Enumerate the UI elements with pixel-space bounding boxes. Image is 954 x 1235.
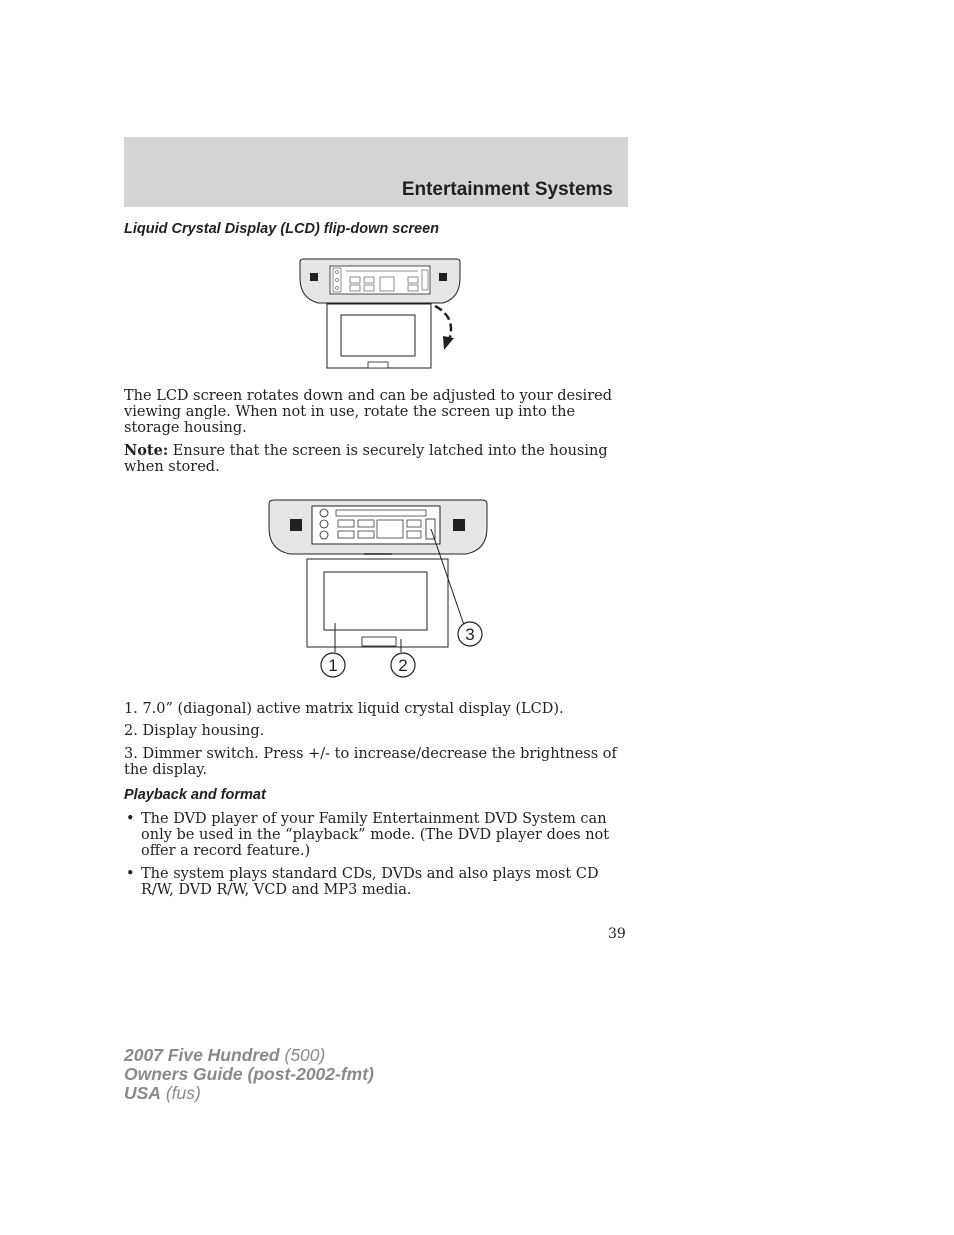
lcd-components-illustration [266, 498, 490, 682]
footer-guide: Owners Guide (post-2002-fmt) [124, 1064, 374, 1084]
section-title: Entertainment Systems [401, 179, 613, 200]
document-footer [124, 1046, 374, 1103]
lcd-description: The LCD screen rotates down and can be adjusted to your desired viewing angle. When not in use, rotate the screen up into the storage housing. [124, 388, 612, 436]
list-item: • The system plays standard CDs, DVDs and also plays most CD R/W, DVD R/W, VCD and MP3 media. [126, 866, 599, 898]
footer-model: 2007 Five Hundred [124, 1045, 280, 1065]
footer-region-code: (fus) [160, 1083, 201, 1103]
playback-heading: Playback and format [124, 787, 266, 803]
legend-item-1: 1. 7.0” (diagonal) active matrix liquid crystal display (LCD). [124, 701, 564, 717]
note-text: Ensure that the screen is securely latched into the housing when stored. [124, 443, 608, 475]
section-header-band [124, 137, 628, 207]
footer-region: USA [124, 1083, 161, 1103]
callout-2: 2 [398, 656, 408, 675]
playback-bullet-list [124, 811, 624, 905]
note-paragraph [124, 443, 624, 475]
note-label: Note: [124, 442, 169, 459]
legend-item-2: 2. Display housing. [124, 723, 265, 739]
callout-3: 3 [465, 625, 475, 644]
callout-1: 1 [328, 656, 338, 675]
footer-model-code: (500) [279, 1045, 326, 1065]
list-item: • The DVD player of your Family Entertainment DVD System can only be used in the “playback” mode. (The DVD player does not offer a record feature.) [126, 811, 610, 859]
legend-item-3: 3. Dimmer switch. Press +/- to increase/decrease the brightness of the display. [124, 746, 617, 778]
page-number: 39 [608, 926, 626, 942]
lcd-heading: Liquid Crystal Display (LCD) flip-down screen [124, 221, 440, 237]
lcd-flipdown-illustration [298, 258, 468, 373]
